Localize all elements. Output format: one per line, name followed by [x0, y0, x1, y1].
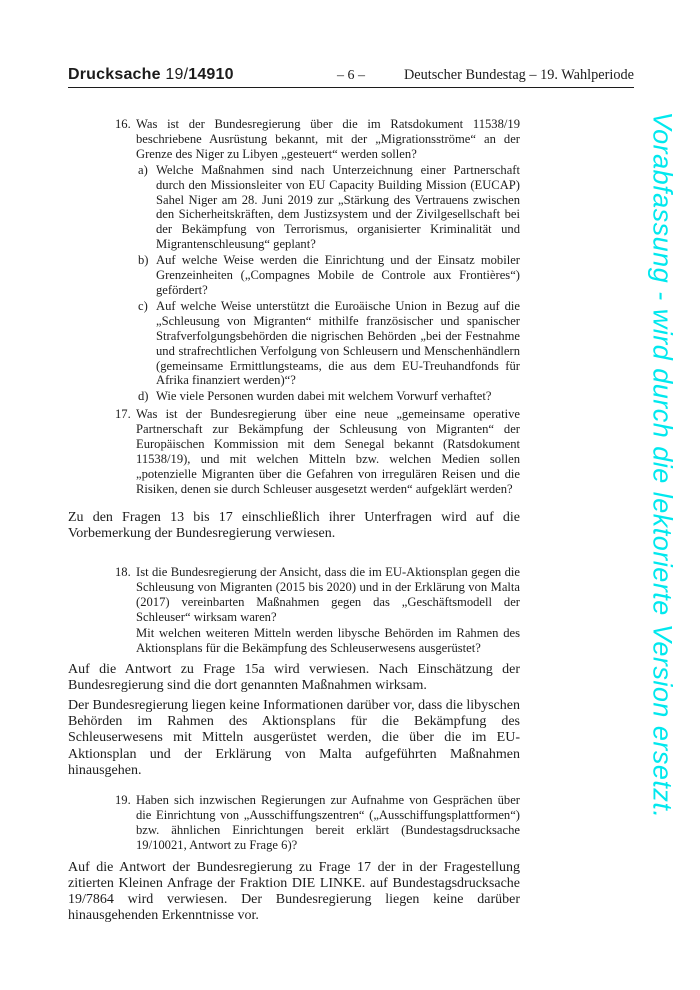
question-19-number: 19.	[115, 792, 131, 807]
item-c-text: Auf welche Weise unterstützt die Euroäische Union in Bezug auf die „Schleusung von Migranten“ mithilfe französischer und spanischer Strafverfolgungsbehörden die nigrischen Behörden „bei der Festnahme und strafrechtlichen Verfolgung von Schleusern und Menschenhändlern (gemeinsame Ermittlungsteams, die aus dem EU-Treuhandfonds für Afrika finanziert werden)“?	[156, 298, 520, 388]
item-c-marker: c)	[138, 298, 148, 313]
question-16	[115, 117, 520, 404]
question-17	[115, 407, 520, 496]
drucksache-id: 14910	[188, 66, 234, 83]
drucksache-label: Drucksache	[68, 66, 161, 83]
document-body	[68, 112, 520, 924]
item-b-text: Auf welche Weise werden die Einrichtung und der Einsatz mobiler Grenzeinheiten („Compagnes Mobile de Controle aux Frontières“) gefördert?	[156, 253, 520, 297]
answer-to-question-18-paragraph-2: Der Bundesregierung liegen keine Informationen darüber vor, dass die libyschen Behörden im Rahmen des Aktionsplans für die Bekämpfung des Schleuserwesens mit Mitteln ausgerüstet werden, die über die im EU-Aktionsplan und der Erklärung von Malta aufgeführten Maßnahmen hinausgehen.	[68, 697, 520, 778]
item-b-marker: b)	[138, 253, 149, 268]
item-a-marker: a)	[138, 162, 148, 177]
question-18	[115, 565, 520, 655]
parliament-title: Deutscher Bundestag – 19. Wahlperiode	[403, 67, 634, 83]
page-header	[68, 64, 634, 88]
item-d-text: Wie viele Personen wurden dabei mit welchem Vorwurf verhaftet?	[156, 389, 492, 404]
question-17-text: Was ist der Bundesregierung über eine neue „gemeinsame operative Partnerschaft zur Bekämpfung der Schleusung von Migranten“ der Europäischen Kommission mit dem Senegal bekannt (Ratsdokument 11538/19), und mit welchen Mitteln bzw. welchen Medien sollen „potenzielle Migranten über die Gefahren von irregulären Reisen und die Risiken, denen sie durch Schleuser ausgesetzt werden“ aufgeklärt werden?	[136, 407, 520, 496]
question-16-item-a	[136, 163, 520, 252]
question-18-number: 18.	[115, 565, 131, 580]
answer-to-questions-13-17: Zu den Fragen 13 bis 17 einschließlich ihrer Unterfragen wird auf die Vorbemerkung der Bundesregierung verwiesen.	[68, 509, 520, 541]
item-a-text: Welche Maßnahmen sind nach Unterzeichnung einer Partnerschaft durch den Missionsleiter von EU Capacity Building Mission (EUCAP) Sahel Niger am 28. Juni 2019 zur „Stärkung des Vertrauens zwischen den Sicherheitskräften, dem Justizsystem und der Zivilgesellschaft bei der Bekämpfung von Terrorismus, organisierter Kriminalität und Migrantenschleusung“ geplant?	[156, 162, 520, 252]
question-16-item-d	[136, 389, 520, 404]
page-number: – 6 –	[337, 68, 365, 83]
answer-to-question-18-paragraph-1: Auf die Antwort zu Frage 15a wird verwiesen. Nach Einschätzung der Bundesregierung sind die dort genannten Maßnahmen wirksam.	[68, 661, 520, 693]
question-16-number: 16.	[115, 117, 131, 131]
question-18-text: Ist die Bundesregierung der Ansicht, dass die im EU-Aktionsplan gegen die Schleusung von Migranten (2015 bis 2020) und in der Erklärung von Malta (2017) vereinbarten Maßnahmen gegen das „Geschäftsmodell der Schleuser“ wirksam waren?	[136, 565, 520, 624]
question-19	[115, 793, 520, 853]
question-18-extra-text: Mit welchen weiteren Mitteln werden libysche Behörden im Rahmen des Aktionsplans für die Bekämpfung des Schleuserwesens ausgerüstet?	[136, 625, 520, 655]
item-d-marker: d)	[138, 389, 149, 404]
question-16-item-c	[136, 299, 520, 388]
vorabfassung-watermark: Vorabfassung - wird durch die lektorierte Version ersetzt.	[647, 111, 678, 819]
drucksache-series: 19/	[165, 66, 189, 83]
question-16-item-b	[136, 253, 520, 298]
question-19-text: Haben sich inzwischen Regierungen zur Aufnahme von Gesprächen über die Einrichtung von „Ausschiffungszentren“ („Ausschiffungsplattformen“) bzw. ähnlichen Einrichtungen bereit erklärt (Bundestagsdrucksache 19/10021, Antwort zu Frage 6)?	[136, 792, 520, 852]
answer-to-question-19: Auf die Antwort der Bundesregierung zu Frage 17 der in der Fragestellung zitierten Kleinen Anfrage der Fraktion DIE LINKE. auf Bundestagsdrucksache 19/7864 wird verwiesen. Der Bundesregierung liegen keine darüber hinausgehenden Erkenntnisse vor.	[68, 859, 520, 924]
question-17-number: 17.	[115, 407, 131, 422]
question-16-text: Was ist der Bundesregierung über die im Ratsdokument 11538/19 beschriebene Ausrüstung bekannt, mit der „Migrationsströme“ an der Grenze des Niger zu Libyen „gesteuert“ werden sollen?	[136, 117, 520, 161]
